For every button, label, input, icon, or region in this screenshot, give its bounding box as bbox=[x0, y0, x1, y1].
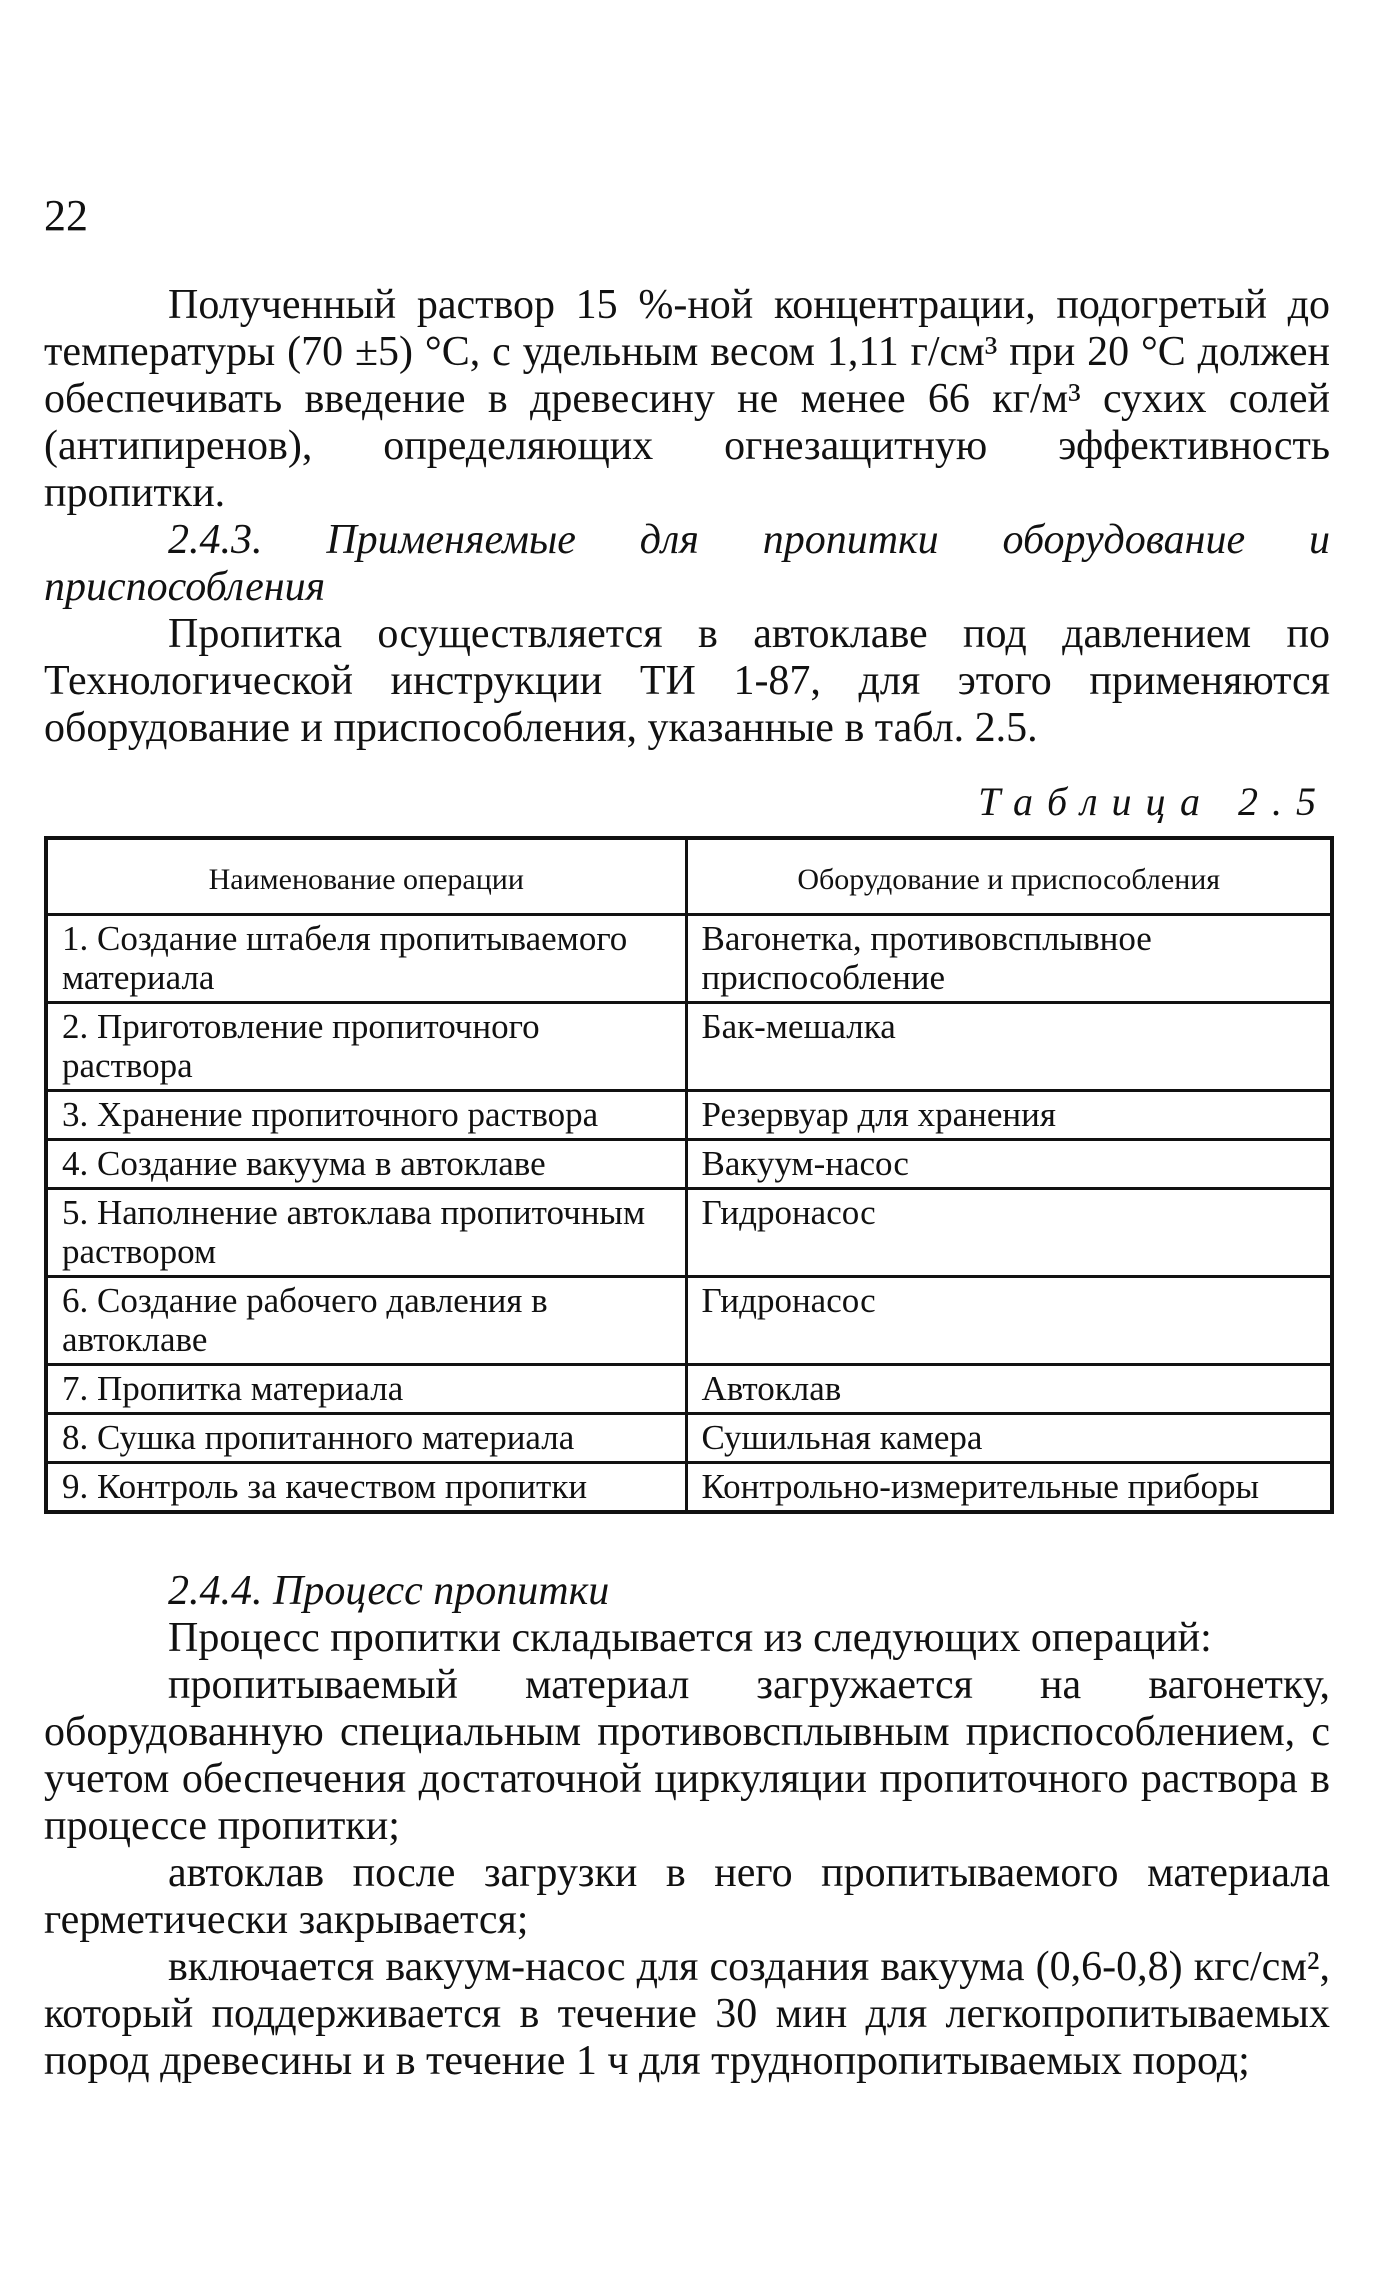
paragraph-loading: пропитываемый материал загружается на вагонетку, оборудованную специальным противовсплывным приспособлением, с учетом обеспечения достаточной циркуляции пропиточного раствора в процессе пропитки; bbox=[44, 1662, 1330, 1849]
section-bottom bbox=[44, 1568, 1330, 2085]
equipment-cell: Вакуум-насос bbox=[686, 1140, 1332, 1189]
operation-cell: 7. Пропитка материала bbox=[46, 1365, 686, 1414]
heading-2-4-4: 2.4.4. Процесс пропитки bbox=[168, 1568, 610, 1614]
header-operation: Наименование операции bbox=[46, 838, 686, 915]
table-row bbox=[46, 1003, 1332, 1091]
equipment-cell: Гидронасос bbox=[686, 1189, 1332, 1277]
table-row bbox=[46, 1414, 1332, 1463]
table-row bbox=[46, 1189, 1332, 1277]
table-row bbox=[46, 915, 1332, 1003]
header-equipment: Оборудование и приспособления bbox=[686, 838, 1332, 915]
page-number: 22 bbox=[44, 191, 88, 240]
section-top bbox=[44, 282, 1330, 752]
table-header-row bbox=[46, 838, 1332, 915]
equipment-cell: Гидронасос bbox=[686, 1277, 1332, 1365]
paragraph-solution: Полученный раствор 15 %-ной концентрации, подогретый до температуры (70 ±5) °С, с удельным весом 1,11 г/см³ при 20 °С должен обеспечивать введение в древесину не менее 66 кг/м³ сухих солей (антипиренов), определяющих огнезащитную эффективность пропитки. bbox=[44, 282, 1330, 516]
operation-cell: 3. Хранение пропиточного раствора bbox=[46, 1091, 686, 1140]
equipment-table bbox=[44, 836, 1334, 1514]
equipment-cell: Резервуар для хранения bbox=[686, 1091, 1332, 1140]
operation-cell: 6. Создание рабочего давления в автоклаве bbox=[46, 1277, 686, 1365]
paragraph-autoclave: Пропитка осуществляется в автоклаве под давлением по Технологической инструкции ТИ 1-87, для этого применяются оборудование и приспособления, указанные в табл. 2.5. bbox=[44, 611, 1330, 751]
equipment-cell: Автоклав bbox=[686, 1365, 1332, 1414]
table-row bbox=[46, 1365, 1332, 1414]
operation-cell: 1. Создание штабеля пропитываемого материала bbox=[46, 915, 686, 1003]
paragraph-process: Процесс пропитки складывается из следующих операций: bbox=[168, 1615, 1212, 1661]
operation-cell: 4. Создание вакуума в автоклаве bbox=[46, 1140, 686, 1189]
equipment-cell: Сушильная камера bbox=[686, 1414, 1332, 1463]
paragraph-sealing: автоклав после загрузки в него пропитываемого материала герметически закрывается; bbox=[44, 1850, 1330, 1943]
operation-cell: 9. Контроль за качеством пропитки bbox=[46, 1463, 686, 1513]
table-row bbox=[46, 1277, 1332, 1365]
table-row bbox=[46, 1091, 1332, 1140]
equipment-cell: Вагонетка, противовсплывное приспособление bbox=[686, 915, 1332, 1003]
operation-cell: 8. Сушка пропитанного материала bbox=[46, 1414, 686, 1463]
heading-2-4-3: 2.4.3. Применяемые для пропитки оборудование и приспособления bbox=[44, 517, 1330, 610]
equipment-cell: Бак-мешалка bbox=[686, 1003, 1332, 1091]
table-row bbox=[46, 1463, 1332, 1513]
paragraph-vacuum: включается вакуум-насос для создания вакуума (0,6-0,8) кгс/см², который поддерживается в течение 30 мин для легкопропитываемых пород древесины и в течение 1 ч для труднопропитываемых пород; bbox=[44, 1944, 1330, 2084]
table-caption: Таблица 2.5 bbox=[978, 779, 1330, 824]
operation-cell: 5. Наполнение автоклава пропиточным раствором bbox=[46, 1189, 686, 1277]
operation-cell: 2. Приготовление пропиточного раствора bbox=[46, 1003, 686, 1091]
table-row bbox=[46, 1140, 1332, 1189]
equipment-cell: Контрольно-измерительные приборы bbox=[686, 1463, 1332, 1513]
